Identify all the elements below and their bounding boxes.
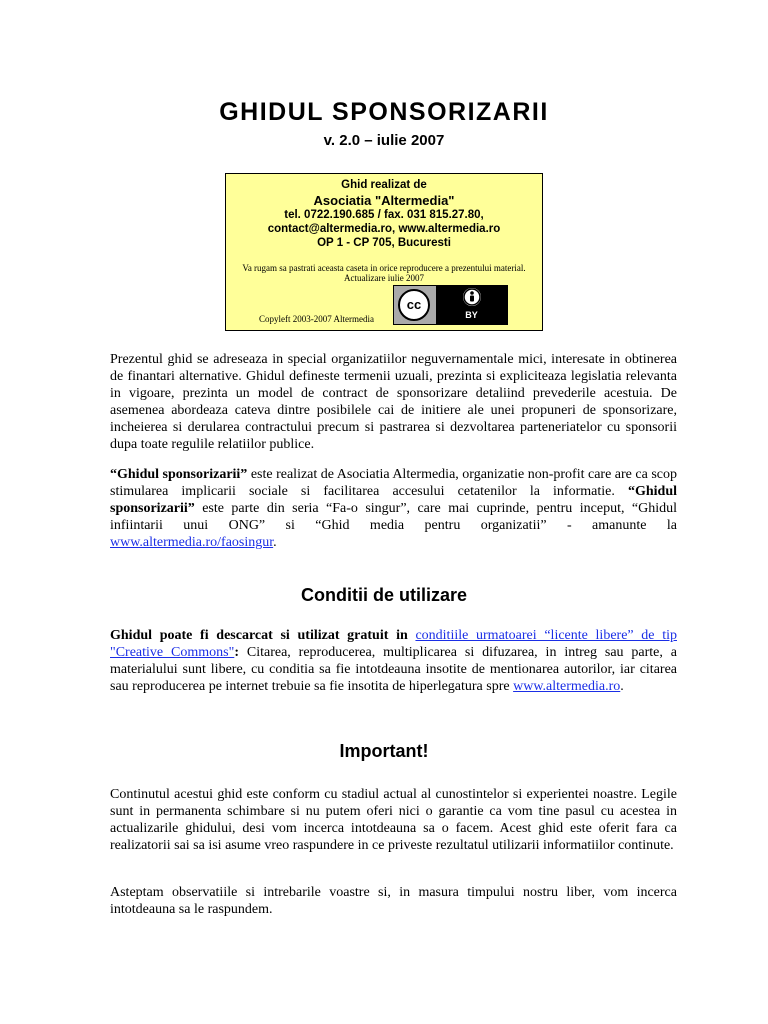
- series-end: .: [273, 535, 277, 550]
- conditions-heading: Conditii de utilizare: [300, 585, 467, 605]
- person-icon: [463, 288, 481, 306]
- license-link[interactable]: conditiile urmatoarei “licente libere” de tip "Creative Commons": [110, 628, 677, 660]
- info-line-publisher: Asociatia "Altermedia": [313, 193, 455, 208]
- conditions-text: Citarea, reproducerea, multiplicarea si difuzarea, in intreg sau parte, a materialului sunt libere, cu conditia sa fie intotdeauna insotite de mentionarea autorilor, iar citarea sau reproducerea pe internet trebuie sa fie insotita de hiperlegatura spre: [110, 645, 678, 694]
- document-title: GHIDUL SPONSORIZARII: [219, 98, 549, 126]
- info-note: Va rugam sa pastrati aceasta caseta in orice reproducere a prezentului material. Actualizare iulie 2007: [242, 263, 526, 283]
- document-version: v. 2.0 – iulie 2007: [323, 132, 445, 149]
- series-paragraph: [110, 466, 677, 551]
- info-line-address: OP 1 - CP 705, Bucuresti: [317, 237, 451, 249]
- by-attribution-box: [436, 286, 507, 324]
- by-label: BY: [465, 310, 478, 320]
- conditions-paragraph: [110, 627, 677, 695]
- creative-commons-badge: [393, 285, 508, 325]
- series-text-1: este realizat de Asociatia Altermedia, organizatie non-profit care are ca scop stimularea implicarii sociale si facilitarea accesului cetatenilor la informatie.: [110, 467, 677, 499]
- info-line-contact: contact@altermedia.ro, www.altermedia.ro: [267, 223, 501, 235]
- conditions-colon: :: [234, 645, 239, 660]
- guide-name-bold-2: “Ghidul sponsorizarii”: [110, 484, 677, 516]
- conditions-end: .: [620, 679, 624, 694]
- info-line-1: Ghid realizat de: [341, 179, 427, 191]
- info-line-phone: tel. 0722.190.685 / fax. 031 815.27.80,: [284, 209, 484, 221]
- cc-icon: cc: [398, 289, 430, 321]
- copyleft-text: Copyleft 2003-2007 Altermedia: [259, 314, 374, 324]
- intro-paragraph: Prezentul ghid se adreseaza in special organizatiilor neguvernamentale mici, interesate in obtinerea de finantari alternative. Ghidul defineste termenii uzuali, prezinta si expliciteaza legislatia relevanta in vigoare, prezinta un model de contract de sponsorizare detaliind prevederile acestuia. De asemenea abordeaza cateva dintre posibilele cai de initiere ale unei propuneri de sponsorizare, incheierea si derularea contractului precum si pastrarea si dezvoltarea parteneriatelor cu sponsorii dupa toate regulile relatiilor publice.: [110, 352, 677, 452]
- important-heading: Important!: [339, 741, 429, 761]
- series-text-2: este parte din seria “Fa-o singur”, care mai cuprinde, pentru inceput, “Ghidul infiintarii unui ONG” si “Ghid media pentru organizatii” - amanunte la: [110, 501, 677, 533]
- disclaimer-paragraph: Continutul acestui ghid este conform cu stadiul actual al cunostintelor si experientei noastre. Legile sunt in permanenta schimbare si nu putem oferi nici o garantie ca vom tine pasul cu acestea in actualizarile ghidului, desi vom incerca intotdeauna sa o facem. Acest ghid este oferit fara ca realizatorii sai sa isi asume vreo raspundere in ce priveste rezultatul utilizarii informatiilor continute.: [110, 787, 677, 853]
- feedback-paragraph: Asteptam observatiile si intrebarile voastre si, in masura timpului nostru liber, vom incerca intotdeauna sa le raspundem.: [110, 885, 677, 917]
- conditions-bold: Ghidul poate fi descarcat si utilizat gratuit in: [110, 628, 416, 643]
- publisher-info-box: [225, 173, 543, 331]
- faosingur-link[interactable]: www.altermedia.ro/faosingur: [110, 535, 274, 550]
- altermedia-link[interactable]: www.altermedia.ro: [513, 679, 621, 694]
- guide-name-bold: “Ghidul sponsorizarii”: [110, 467, 248, 482]
